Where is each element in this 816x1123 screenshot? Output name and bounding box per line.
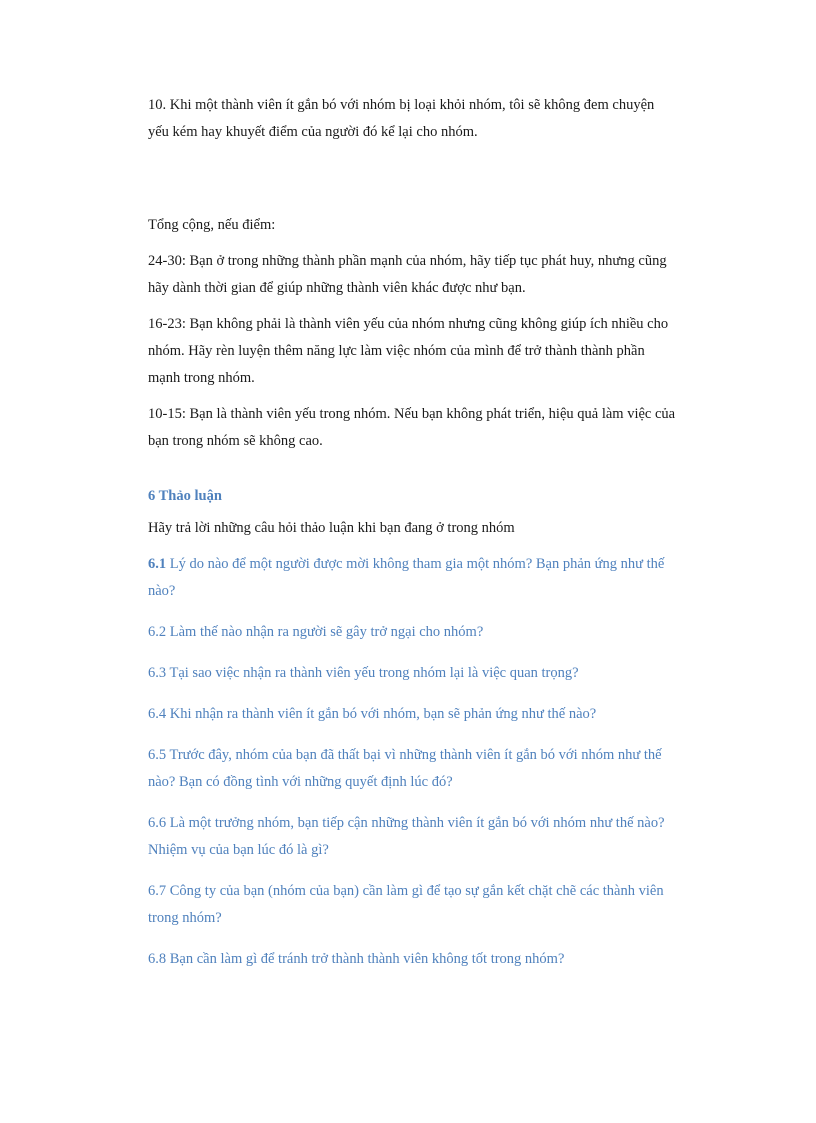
question-6-7: 6.7 Công ty của bạn (nhóm của bạn) cần làm gì để tạo sự gắn kết chặt chẽ các thành viên trong nhóm?: [148, 883, 664, 926]
question-6-4: 6.4 Khi nhận ra thành viên ít gắn bó với nhóm, bạn sẽ phản ứng như thế nào?: [148, 706, 597, 722]
question-6-1-text: Lý do nào để một người được mời không tham gia một nhóm? Bạn phản ứng như thế nào?: [148, 556, 665, 599]
question-6-1: [148, 551, 678, 605]
score-10-15: 10-15: Bạn là thành viên yếu trong nhóm. Nếu bạn không phát triển, hiệu quả làm việc của bạn trong nhóm sẽ không cao.: [148, 406, 676, 449]
score-intro: Tổng cộng, nếu điểm:: [148, 217, 276, 233]
question-6-6: 6.6 Là một trưởng nhóm, bạn tiếp cận những thành viên ít gắn bó với nhóm như thế nào? Nhiệm vụ của bạn lúc đó là gì?: [148, 815, 665, 858]
document-page: [148, 92, 678, 973]
question-6-2: 6.2 Làm thế nào nhận ra người sẽ gây trở ngại cho nhóm?: [148, 624, 484, 640]
question-6-8: 6.8 Bạn cần làm gì để tránh trở thành thành viên không tốt trong nhóm?: [148, 951, 565, 967]
item-10: 10. Khi một thành viên ít gắn bó với nhóm bị loại khỏi nhóm, tôi sẽ không đem chuyện yếu kém hay khuyết điểm của người đó kể lại cho nhóm.: [148, 97, 655, 140]
question-6-1-number: 6.1: [148, 556, 167, 572]
score-16-23: 16-23: Bạn không phải là thành viên yếu của nhóm nhưng cũng không giúp ích nhiều cho nhóm. Hãy rèn luyện thêm năng lực làm việc nhóm của mình để trở thành thành phần mạnh trong nhóm.: [148, 316, 669, 386]
question-6-3: 6.3 Tại sao việc nhận ra thành viên yếu trong nhóm lại là việc quan trọng?: [148, 665, 579, 681]
question-6-5: 6.5 Trước đây, nhóm của bạn đã thất bại vì những thành viên ít gắn bó với nhóm như thế nào? Bạn có đồng tình với những quyết định lúc đó?: [148, 747, 662, 790]
score-24-30: 24-30: Bạn ở trong những thành phần mạnh của nhóm, hãy tiếp tục phát huy, nhưng cũng hãy dành thời gian để giúp những thành viên khác được như bạn.: [148, 253, 667, 296]
section-6-heading: 6 Thảo luận: [148, 488, 222, 504]
section-6-intro: Hãy trả lời những câu hỏi thảo luận khi bạn đang ở trong nhóm: [148, 520, 515, 536]
